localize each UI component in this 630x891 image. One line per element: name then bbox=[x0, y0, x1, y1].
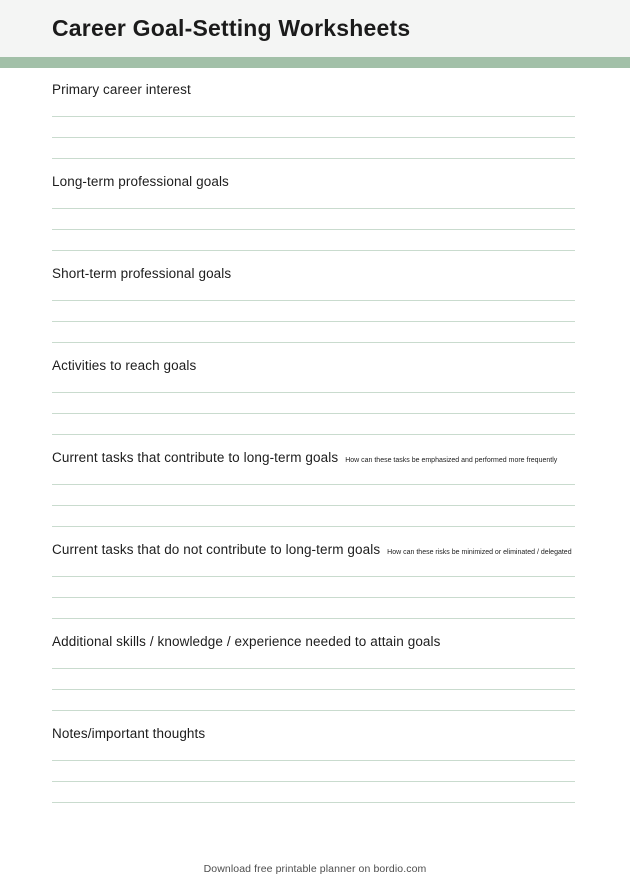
writing-lines bbox=[52, 652, 575, 711]
page-title: Career Goal-Setting Worksheets bbox=[52, 15, 411, 41]
writing-lines bbox=[52, 100, 575, 159]
section-note: How can these risks be minimized or eliminated / delegated bbox=[387, 549, 572, 556]
worksheet-section bbox=[52, 542, 575, 619]
section-label-row bbox=[52, 726, 575, 744]
worksheet-section bbox=[52, 174, 575, 251]
writing-line bbox=[52, 414, 575, 435]
page-header bbox=[0, 0, 630, 57]
writing-line bbox=[52, 138, 575, 159]
section-label: Activities to reach goals bbox=[52, 358, 197, 373]
section-label: Long-term professional goals bbox=[52, 174, 229, 189]
accent-bar bbox=[0, 57, 630, 68]
section-label: Notes/important thoughts bbox=[52, 726, 206, 741]
writing-line bbox=[52, 468, 575, 485]
writing-line bbox=[52, 230, 575, 251]
writing-line bbox=[52, 690, 575, 711]
writing-lines bbox=[52, 468, 575, 527]
section-label: Current tasks that do not contribute to long-term goals bbox=[52, 542, 381, 557]
writing-line bbox=[52, 209, 575, 230]
worksheet-section bbox=[52, 266, 575, 343]
writing-line bbox=[52, 669, 575, 690]
section-label: Additional skills / knowledge / experience needed to attain goals bbox=[52, 634, 441, 649]
section-note: How can these tasks be emphasized and performed more frequently bbox=[345, 457, 558, 464]
writing-lines bbox=[52, 744, 575, 803]
worksheet-sections bbox=[0, 68, 630, 803]
writing-lines bbox=[52, 376, 575, 435]
section-label-row bbox=[52, 82, 575, 100]
writing-lines bbox=[52, 284, 575, 343]
writing-line bbox=[52, 598, 575, 619]
section-label: Current tasks that contribute to long-term goals bbox=[52, 450, 339, 465]
writing-lines bbox=[52, 192, 575, 251]
section-label: Short-term professional goals bbox=[52, 266, 232, 281]
footer-text: Download free printable planner on bordio.com bbox=[203, 863, 427, 875]
section-label-row bbox=[52, 634, 575, 652]
section-label-row bbox=[52, 266, 575, 284]
section-label-row bbox=[52, 358, 575, 376]
writing-line bbox=[52, 560, 575, 577]
section-label: Primary career interest bbox=[52, 82, 191, 97]
writing-line bbox=[52, 761, 575, 782]
writing-line bbox=[52, 301, 575, 322]
writing-line bbox=[52, 577, 575, 598]
writing-line bbox=[52, 192, 575, 209]
page-footer bbox=[0, 859, 630, 877]
writing-line bbox=[52, 506, 575, 527]
writing-line bbox=[52, 100, 575, 117]
worksheet-section bbox=[52, 82, 575, 159]
writing-line bbox=[52, 485, 575, 506]
writing-line bbox=[52, 117, 575, 138]
writing-line bbox=[52, 393, 575, 414]
writing-line bbox=[52, 782, 575, 803]
worksheet-section bbox=[52, 726, 575, 803]
writing-lines bbox=[52, 560, 575, 619]
worksheet-section bbox=[52, 358, 575, 435]
writing-line bbox=[52, 652, 575, 669]
section-label-row bbox=[52, 450, 575, 468]
writing-line bbox=[52, 744, 575, 761]
writing-line bbox=[52, 376, 575, 393]
section-label-row bbox=[52, 542, 575, 560]
worksheet-section bbox=[52, 450, 575, 527]
section-label-row bbox=[52, 174, 575, 192]
worksheet-section bbox=[52, 634, 575, 711]
writing-line bbox=[52, 284, 575, 301]
writing-line bbox=[52, 322, 575, 343]
